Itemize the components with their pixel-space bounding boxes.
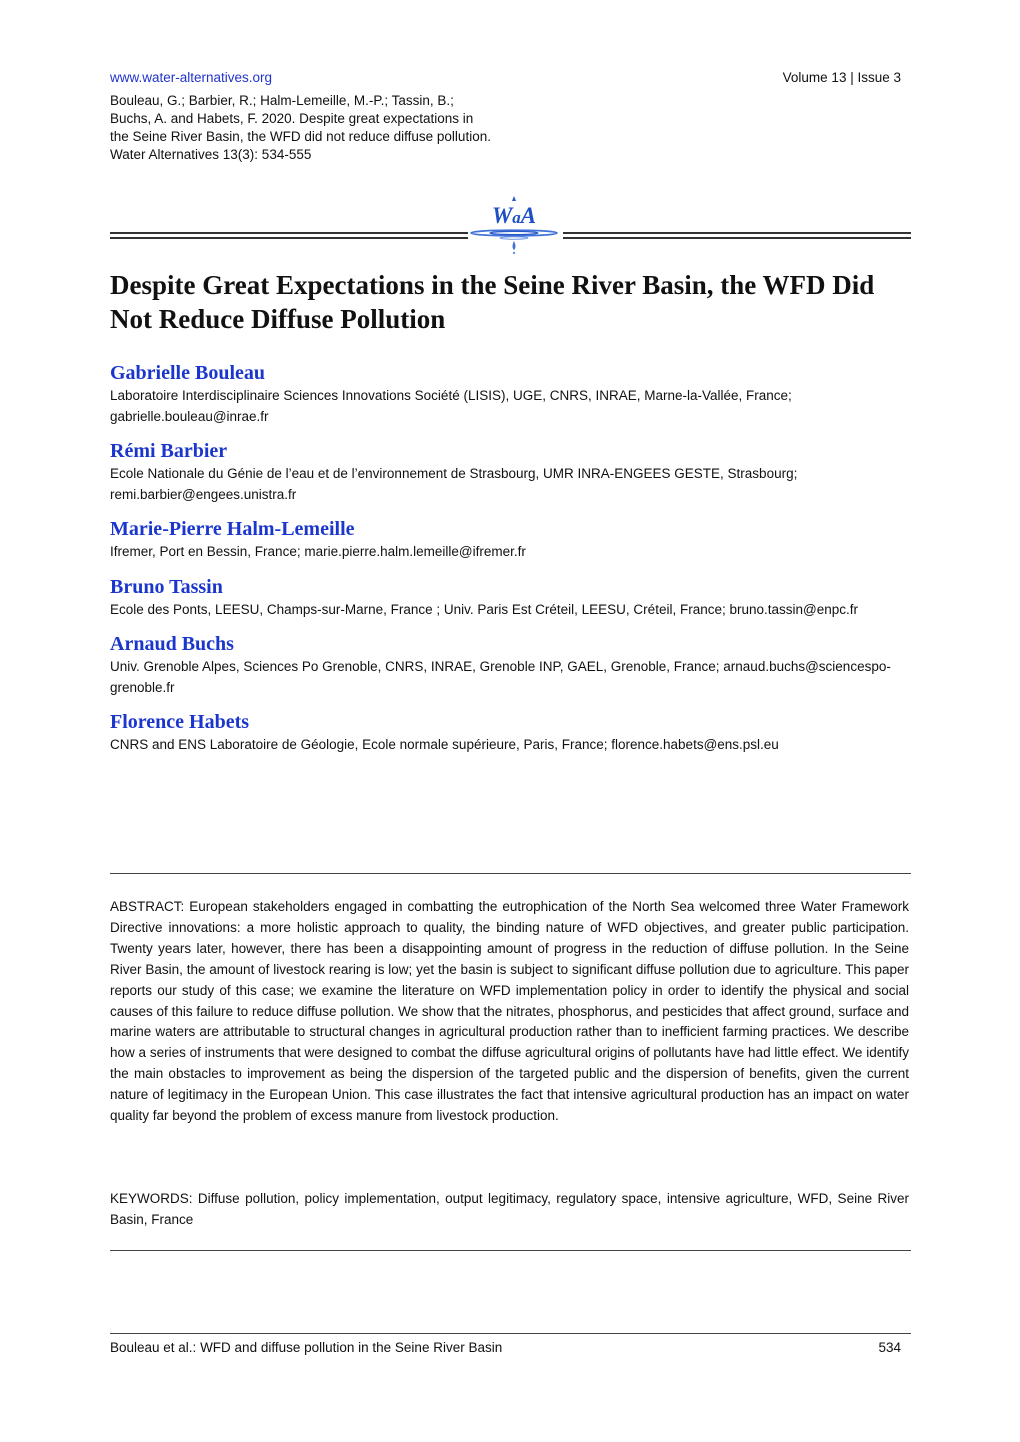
author-name: Florence Habets [110,711,250,733]
citation-line: Bouleau, G.; Barbier, R.; Halm-Lemeille, M.-P.; Tassin, B.; [110,93,454,108]
author-affiliation: Laboratoire Interdisciplinaire Sciences Innovations Société (LISIS), UGE, CNRS, INRAE, Marne-la-Vallée, France; gabrielle.bouleau@inrae.fr [110,388,792,424]
author-name: Marie-Pierre Halm-Lemeille [110,518,355,540]
citation-line: the Seine River Basin, the WFD did not reduce diffuse pollution. [110,129,491,144]
abstract-text: ABSTRACT: European stakeholders engaged in combatting the eutrophication of the North Sea welcomed three Water Framework Directive innovations: a more holistic approach to quality, the binding nature of WFD objectives, and greater public participation. Twenty years later, however, there has been a disappointing amount of progress in the reduction of diffuse pollution. In the Seine River Basin, the amount of livestock rearing is low; yet the basin is subject to significant diffuse pollution due to agriculture. This paper reports our study of this case; we examine the literature on WFD implementation policy in order to identify the physical and social causes of this failure to reduce diffuse pollution. We show that the nitrates, phosphorus, and pesticides that affect ground, surface and marine waters are attributable to structural changes in agricultural production rather than to inefficient farming practices. We describe how a series of instruments that were designed to combat the diffuse agricultural origins of pollutants have had little effect. We identify the main obstacles to improvement as being the dispersion of the targeted public and the dispersion of benefits, given the current nature of legitimacy in the European Union. This case illustrates the fact that intensive agricultural production has an impact on water quality far beyond the problem of excess manure from livestock production. [110,899,909,1124]
logo-rule-left [110,232,468,239]
author-affiliation: CNRS and ENS Laboratoire de Géologie, Ecole normale supérieure, Paris, France; florence.habets@ens.psl.eu [110,737,779,752]
water-drop-logo-icon [466,194,562,256]
author-affiliation: Ecole des Ponts, LEESU, Champs-sur-Marne, France ; Univ. Paris Est Créteil, LEESU, Créteil, France; bruno.tassin@enpc.fr [110,601,858,617]
citation-line: Buchs, A. and Habets, F. 2020. Despite great expectations in [110,111,474,126]
author-affiliation: Ecole Nationale du Génie de l’eau et de l’environnement de Strasbourg, UMR INRA-ENGEES GESTE, Strasbourg; remi.barbier@engees.unistra.fr [110,466,798,502]
author-entry [110,360,910,427]
svg-text:WaA: WaA [491,203,537,228]
author-entry [110,438,910,505]
author-list [110,360,910,767]
citation-line: Water Alternatives 13(3): 534-555 [110,147,312,162]
citation-block [110,92,630,164]
footer-divider [110,1333,911,1334]
author-affiliation: Univ. Grenoble Alpes, Sciences Po Grenoble, CNRS, INRAE, Grenoble INP, GAEL, Grenoble, France; arnaud.buchs@sciencespo-grenoble.fr [110,659,891,695]
author-entry [110,631,910,698]
keywords-text: KEYWORDS: Diffuse pollution, policy implementation, output legitimacy, regulatory space, intensive agriculture, WFD, Seine River Basin, France [110,1191,909,1227]
abstract-bottom-divider [110,1250,911,1251]
abstract-top-divider [110,873,911,874]
logo-rule-right [563,232,911,239]
page-number: 534 [878,1340,901,1355]
journal-website-link[interactable]: www.water-alternatives.org [110,70,273,85]
author-name: Bruno Tassin [110,575,223,598]
author-name: Rémi Barbier [110,440,228,462]
author-affiliation: Ifremer, Port en Bessin, France; marie.pierre.halm.lemeille@ifremer.fr [110,544,526,559]
author-name: Gabrielle Bouleau [110,362,265,384]
author-name: Arnaud Buchs [110,633,234,655]
article-title: Despite Great Expectations in the Seine River Basin, the WFD Did Not Reduce Diffuse Pollution [110,270,875,334]
author-entry [110,574,910,621]
volume-issue: Volume 13 | Issue 3 [782,70,901,85]
author-entry [110,709,910,756]
running-title: Bouleau et al.: WFD and diffuse pollution in the Seine River Basin [110,1340,503,1355]
author-entry [110,516,910,563]
